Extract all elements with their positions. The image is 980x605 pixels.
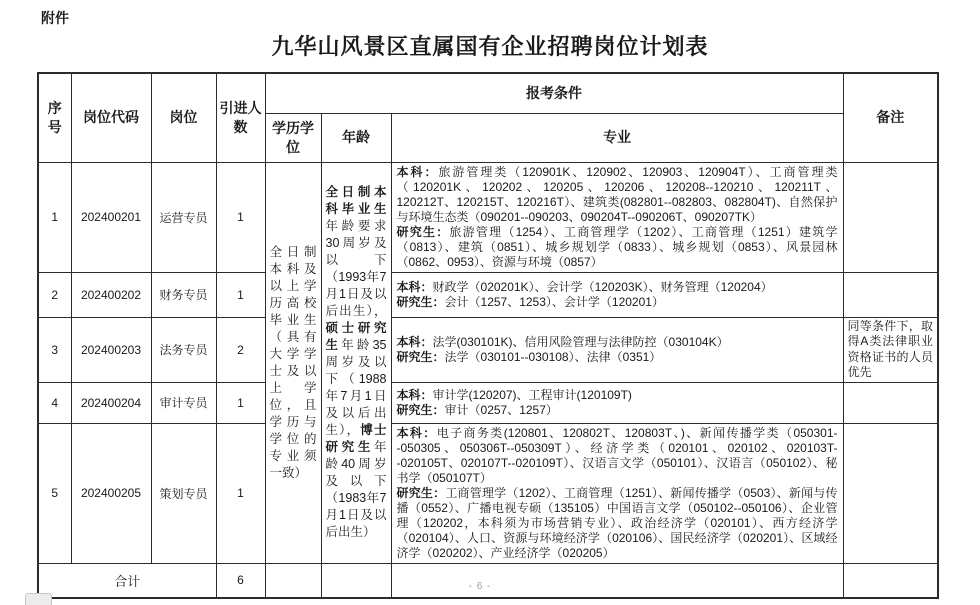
table-row: [38, 382, 938, 423]
code-cell: 202400202: [71, 272, 151, 317]
position-cell: 财务专员: [151, 272, 216, 317]
graduate-majors-line: [397, 403, 838, 418]
bachelor-label: 本科：: [396, 334, 433, 349]
table-row: [38, 317, 938, 382]
graduate-majors-line: [397, 295, 838, 310]
seq-cell: 3: [38, 317, 71, 382]
remark-cell: [843, 423, 938, 563]
page-title: 九华山风景区直属国有企业招聘岗位计划表: [271, 34, 709, 59]
bachelor-majors: 电子商务类(120801、120802T、120803T、)、新闻传播学类（050301--050305、050306T--050309T）、经济学类（020101、020102、020103T--020105T、020107T--020109T）、汉语言文学（050101）、汉语言（050102）、秘书学（050107T）: [396, 425, 838, 485]
table-row: [38, 272, 938, 317]
bachelor-majors: 旅游管理类（120901K、120902、120903、120904T）、工商管理类（120201K、120202、120205、120206、120208--120210、120211T、120212T、120215T、120216T）、建筑类(082801--082803、082804T)、自然保护与环境生态类（090201--090203、090204T--090206T、090207TK）: [396, 164, 838, 224]
count-cell: 1: [216, 423, 265, 563]
seq-cell: 4: [38, 382, 71, 423]
graduate-majors: 审计（0257、1257）: [444, 402, 558, 417]
count-cell: 2: [216, 317, 265, 382]
header-conditions: 报考条件: [265, 73, 843, 113]
remark-cell: [843, 382, 938, 423]
table-row: [38, 423, 938, 563]
major-cell: [391, 317, 843, 382]
count-cell: 1: [216, 382, 265, 423]
bachelor-majors: 审计学(120207)、工程审计(120109T): [432, 387, 632, 402]
corner-widget: [25, 593, 52, 605]
graduate-majors: 工商管理学（1202）、工商管理（1251）、新闻传播学（0503）、新闻与传播（0552）、广播电视专硕（135105）中国语言文学（050102--050106）、企业管理（120202，本科须为市场营销专业）、政治经济学（020101）、西方经济学（020104）、人口、资源与环境经济学（020106）、国民经济学（020201）、区域经济学（020202）、产业经济学（020205）: [396, 485, 838, 560]
bachelor-majors-line: [397, 388, 838, 403]
bachelor-label: 本科：: [396, 425, 437, 440]
count-cell: 1: [216, 162, 265, 272]
graduate-majors-line: [397, 486, 838, 561]
remark-cell: 同等条件下，取得A类法律职业资格证书的人员优先: [843, 317, 938, 382]
seq-cell: 1: [38, 162, 71, 272]
code-cell: 202400205: [71, 423, 151, 563]
graduate-majors: 会计（1257、1253）、会计学（120201）: [444, 294, 664, 309]
table-row: [38, 162, 938, 272]
graduate-label: 研究生：: [396, 349, 445, 364]
major-cell: [391, 423, 843, 563]
age-requirement-cell: 全日制本科毕业生年龄要求30周岁及以下（1993年7月1日及以后出生），硕士研究生年龄35周岁及以下（1988年7月1日及以后出生），博士研究生年龄40周岁及以下（1983年7月1日及以后出生）: [321, 162, 391, 563]
bachelor-majors-line: [397, 335, 838, 350]
code-cell: 202400201: [71, 162, 151, 272]
major-cell: [391, 162, 843, 272]
position-cell: 运营专员: [151, 162, 216, 272]
graduate-label: 研究生：: [396, 402, 445, 417]
bachelor-majors-line: [397, 426, 838, 486]
graduate-majors: 旅游管理（1254）、工商管理学（1202）、工商管理（1251）建筑学（0813）、建筑（0851）、城乡规划学（0833）、城乡规划（0853）、风景园林（0862、0953）、资源与环境（0857）: [396, 224, 838, 269]
graduate-label: 研究生：: [396, 224, 450, 239]
graduate-majors-line: [397, 225, 838, 270]
seq-cell: 5: [38, 423, 71, 563]
position-cell: 策划专员: [151, 423, 216, 563]
bachelor-label: 本科：: [396, 387, 433, 402]
graduate-majors: 法学（030101--030108）、法律（0351）: [444, 349, 662, 364]
total-count-cell: 6: [216, 563, 265, 598]
position-cell: 审计专员: [151, 382, 216, 423]
major-cell: [391, 272, 843, 317]
major-cell: [391, 382, 843, 423]
header-code: 岗位代码: [71, 73, 151, 162]
header-position: 岗位: [151, 73, 216, 162]
graduate-label: 研究生：: [396, 294, 445, 309]
bachelor-label: 本科：: [396, 164, 439, 179]
remark-cell: [843, 272, 938, 317]
header-count: 引进人数: [216, 73, 265, 162]
total-label-cell: 合计: [38, 563, 216, 598]
graduate-majors-line: [397, 350, 838, 365]
recruitment-plan-table: [37, 72, 939, 599]
bachelor-majors-line: [397, 280, 838, 295]
count-cell: 1: [216, 272, 265, 317]
attachment-label: 附件: [41, 10, 69, 26]
code-cell: 202400204: [71, 382, 151, 423]
header-row-1: [38, 73, 938, 113]
header-seq: 序号: [38, 73, 71, 162]
bachelor-majors: 法学(030101K)、信用风险管理与法律防控（030104K）: [432, 334, 729, 349]
page-number: - 6 -: [468, 581, 492, 592]
header-remark: 备注: [843, 73, 938, 162]
header-age: 年龄: [321, 113, 391, 162]
remark-cell: [843, 162, 938, 272]
seq-cell: 2: [38, 272, 71, 317]
graduate-label: 研究生：: [396, 485, 446, 500]
edu-requirement-cell: 全日制本科及以上学历高校毕业生（具有大学学士及以上学位，且学历与学位的专业须一致）: [265, 162, 321, 563]
header-edu: 学历学位: [265, 113, 321, 162]
code-cell: 202400203: [71, 317, 151, 382]
bachelor-majors-line: [397, 165, 838, 225]
header-major: 专业: [391, 113, 843, 162]
bachelor-majors: 财政学（020201K）、会计学（120203K）、财务管理（120204）: [432, 279, 773, 294]
bachelor-label: 本科：: [396, 279, 433, 294]
position-cell: 法务专员: [151, 317, 216, 382]
